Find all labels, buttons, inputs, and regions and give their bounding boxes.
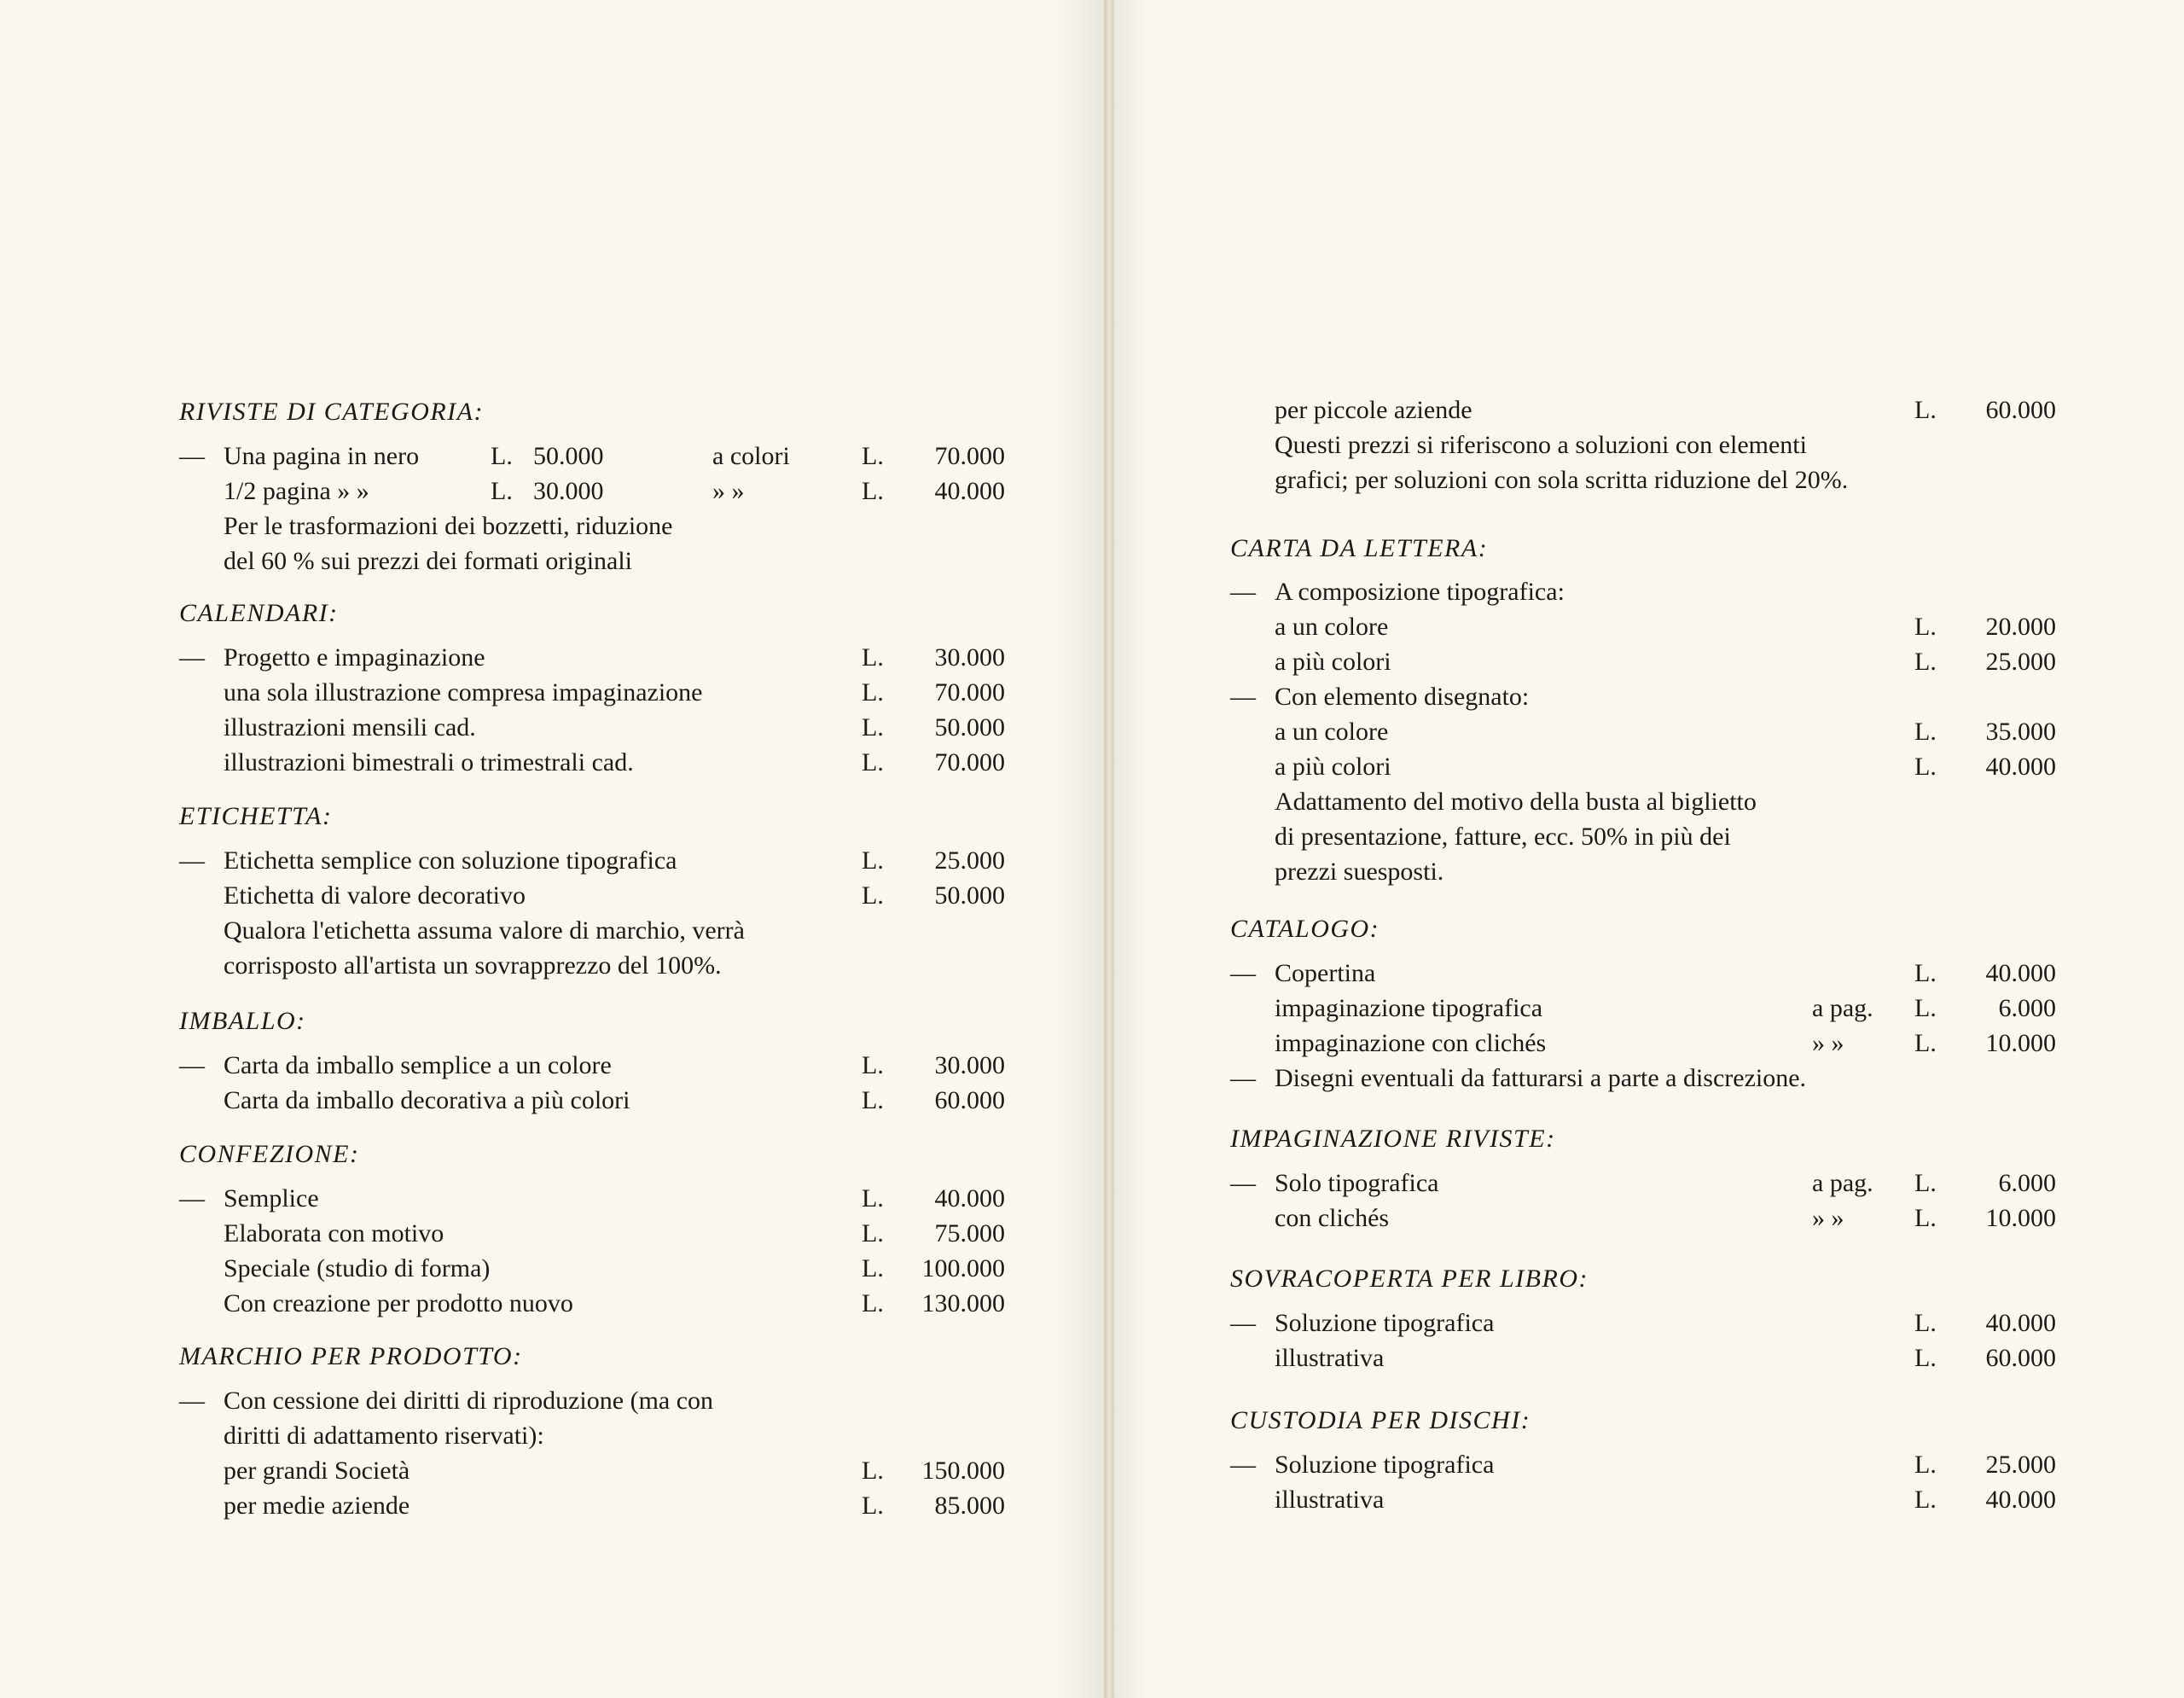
item-label: Speciale (studio di forma): [224, 1254, 491, 1282]
price-row: [179, 846, 1005, 881]
currency: L.: [862, 1219, 884, 1247]
note-line: grafici; per soluzioni con sola scritta riduzione del 20%.: [1275, 466, 1849, 494]
dash: —: [1230, 959, 1256, 987]
currency: L.: [862, 1457, 884, 1485]
amount: 25.000: [1985, 648, 2056, 676]
dash: —: [1230, 1451, 1256, 1479]
dash: —: [179, 643, 205, 672]
ditto-marks: » »: [1812, 1029, 1844, 1057]
section-heading: MARCHIO PER PRODOTTO:: [179, 1342, 523, 1370]
price-row: [179, 678, 1005, 713]
price-row: [1230, 1451, 2083, 1486]
amount: 130.000: [921, 1289, 1005, 1317]
item-label: impaginazione con clichés: [1275, 1029, 1547, 1057]
item-label: per piccole aziende: [1275, 396, 1472, 424]
item-label: a un colore: [1275, 718, 1389, 746]
page-shadow: [1053, 0, 1104, 1698]
item-label: Una pagina in nero: [224, 442, 420, 470]
item-label: A composizione tipografica:: [1275, 578, 1565, 606]
price-row: [1230, 753, 2083, 788]
item-label: a un colore: [1275, 613, 1389, 641]
amount: 50.000: [934, 881, 1005, 910]
amount: 50.000: [934, 713, 1005, 741]
amount: 30.000: [934, 1051, 1005, 1079]
dash: —: [179, 1387, 205, 1415]
note-line: corrisposto all'artista un sovrapprezzo del 100%.: [224, 951, 722, 980]
amount: 85.000: [934, 1492, 1005, 1520]
amount: 20.000: [1985, 613, 2056, 641]
item-label: Progetto e impaginazione: [224, 643, 485, 672]
item-label: Etichetta di valore decorativo: [224, 881, 526, 910]
price-row: [179, 1289, 1005, 1324]
item-label: impaginazione tipografica: [1275, 994, 1543, 1022]
section-heading: RIVISTE DI CATEGORIA:: [179, 398, 484, 426]
price-row: [1230, 1204, 2083, 1239]
section-heading: SOVRACOPERTA PER LIBRO:: [1230, 1265, 1589, 1293]
price-row: [179, 1457, 1005, 1492]
amount: 6.000: [1998, 1169, 2056, 1197]
amount: 6.000: [1998, 994, 2056, 1022]
item-label: Disegni eventuali da fatturarsi a parte a discrezione.: [1275, 1064, 1807, 1092]
amount: 75.000: [934, 1219, 1005, 1247]
currency: L.: [862, 748, 884, 776]
section-heading: IMBALLO:: [179, 1007, 306, 1035]
currency: L.: [1914, 648, 1937, 676]
section-heading: CALENDARI:: [179, 599, 339, 627]
currency: L.: [1914, 396, 1937, 424]
amount: 40.000: [1985, 1486, 2056, 1514]
currency: L.: [862, 846, 884, 875]
price-row: [1230, 648, 2083, 683]
currency: L.: [1914, 1204, 1937, 1232]
price-row: [1230, 959, 2083, 994]
note-line: Qualora l'etichetta assuma valore di marchio, verrà: [224, 916, 745, 945]
unit-label: a pag.: [1812, 1169, 1873, 1197]
amount: 50.000: [533, 442, 604, 470]
note-line: di presentazione, fatture, ecc. 50% in più dei: [1275, 823, 1731, 851]
dash: —: [1230, 1064, 1256, 1092]
amount: 60.000: [934, 1086, 1005, 1114]
item-label: Etichetta semplice con soluzione tipografica: [224, 846, 677, 875]
price-row: [179, 1219, 1005, 1254]
amount: 10.000: [1985, 1204, 2056, 1232]
currency: L.: [1914, 1169, 1937, 1197]
price-row: [1230, 396, 2083, 431]
price-row: [1230, 613, 2083, 648]
price-row: [179, 477, 1005, 512]
amount: 40.000: [1985, 959, 2056, 987]
right-page: [1114, 0, 2184, 1698]
amount: 40.000: [1985, 753, 2056, 781]
price-row: [179, 643, 1005, 678]
dash: —: [179, 1051, 205, 1079]
currency: L.: [862, 643, 884, 672]
amount: 30.000: [533, 477, 604, 505]
currency: L.: [862, 713, 884, 741]
ditto-marks: » »: [1812, 1204, 1844, 1232]
amount: 25.000: [1985, 1451, 2056, 1479]
currency: L.: [1914, 718, 1937, 746]
text-line: [1230, 1064, 2083, 1099]
dash: —: [1230, 1309, 1256, 1337]
ditto-marks: » »: [712, 477, 745, 505]
amount: 40.000: [934, 1184, 1005, 1212]
price-row: [1230, 994, 2083, 1029]
price-row: [1230, 1309, 2083, 1344]
currency: L.: [491, 442, 513, 470]
note-line: Questi prezzi si riferiscono a soluzioni con elementi: [1275, 431, 1807, 459]
currency: L.: [862, 1254, 884, 1282]
item-label: Soluzione tipografica: [1275, 1309, 1495, 1337]
amount: 150.000: [921, 1457, 1005, 1485]
price-row: [179, 1184, 1005, 1219]
dash: —: [1230, 578, 1256, 606]
currency: L.: [1914, 753, 1937, 781]
currency: L.: [862, 881, 884, 910]
dash: —: [1230, 1169, 1256, 1197]
item-label: 1/2 pagina » »: [224, 477, 369, 505]
currency: L.: [1914, 1029, 1937, 1057]
item-label: a più colori: [1275, 648, 1391, 676]
item-label: Copertina: [1275, 959, 1376, 987]
currency: L.: [862, 477, 884, 505]
price-row: [1230, 718, 2083, 753]
section-heading: ETICHETTA:: [179, 802, 333, 830]
price-row: [179, 748, 1005, 783]
item-label: Carta da imballo decorativa a più colori: [224, 1086, 630, 1114]
amount: 30.000: [934, 643, 1005, 672]
amount: 70.000: [934, 748, 1005, 776]
note-line: Per le trasformazioni dei bozzetti, riduzione: [224, 512, 673, 540]
item-label: illustrativa: [1275, 1486, 1385, 1514]
item-label: a più colori: [1275, 753, 1391, 781]
price-row: [179, 1254, 1005, 1289]
page-shadow: [1114, 0, 1148, 1698]
amount: 35.000: [1985, 718, 2056, 746]
currency: L.: [862, 1184, 884, 1212]
price-row: [1230, 1486, 2083, 1521]
currency: L.: [1914, 994, 1937, 1022]
currency: L.: [491, 477, 513, 505]
item-label: illustrativa: [1275, 1344, 1385, 1372]
amount: 10.000: [1985, 1029, 2056, 1057]
currency: L.: [862, 1492, 884, 1520]
amount: 60.000: [1985, 396, 2056, 424]
item-label: illustrazioni mensili cad.: [224, 713, 476, 741]
dash: —: [179, 1184, 205, 1212]
currency: L.: [862, 678, 884, 707]
amount: 40.000: [1985, 1309, 2056, 1337]
dash: —: [179, 442, 205, 470]
item-label: Con creazione per prodotto nuovo: [224, 1289, 573, 1317]
item-label: con clichés: [1275, 1204, 1390, 1232]
item-label: Elaborata con motivo: [224, 1219, 444, 1247]
currency: L.: [1914, 1451, 1937, 1479]
section-heading: CARTA DA LETTERA:: [1230, 534, 1489, 562]
currency: L.: [1914, 1486, 1937, 1514]
item-label: una sola illustrazione compresa impaginazione: [224, 678, 703, 707]
price-row: [179, 881, 1005, 916]
amount: 70.000: [934, 442, 1005, 470]
book-spine: [1104, 0, 1114, 1698]
variant-label: a colori: [712, 442, 790, 470]
text-line: [1230, 578, 2083, 613]
text-line: [1230, 683, 2083, 718]
currency: L.: [862, 1289, 884, 1317]
price-row: [1230, 1029, 2083, 1064]
amount: 25.000: [934, 846, 1005, 875]
price-row: [1230, 1169, 2083, 1204]
price-row: [179, 1492, 1005, 1526]
section-heading: CUSTODIA PER DISCHI:: [1230, 1406, 1531, 1434]
dash: —: [179, 846, 205, 875]
currency: L.: [1914, 1309, 1937, 1337]
text-line: [179, 1387, 998, 1422]
note-line: del 60 % sui prezzi dei formati originali: [224, 547, 633, 575]
currency: L.: [1914, 1344, 1937, 1372]
text-line: diritti di adattamento riservati):: [224, 1422, 544, 1450]
item-label: illustrazioni bimestrali o trimestrali cad.: [224, 748, 634, 776]
unit-label: a pag.: [1812, 994, 1873, 1022]
item-label: Soluzione tipografica: [1275, 1451, 1495, 1479]
currency: L.: [862, 1051, 884, 1079]
price-row: [1230, 1344, 2083, 1379]
price-row: [179, 1051, 1005, 1086]
currency: L.: [862, 442, 884, 470]
price-row: [179, 713, 1005, 748]
item-label: Semplice: [224, 1184, 319, 1212]
section-heading: CATALOGO:: [1230, 915, 1380, 943]
currency: L.: [862, 1086, 884, 1114]
dash: —: [1230, 683, 1256, 711]
item-label: per medie aziende: [224, 1492, 410, 1520]
amount: 60.000: [1985, 1344, 2056, 1372]
item-label: Con cessione dei diritti di riproduzione (ma con: [224, 1387, 714, 1415]
note-line: prezzi suesposti.: [1275, 858, 1444, 886]
amount: 40.000: [934, 477, 1005, 505]
currency: L.: [1914, 613, 1937, 641]
price-row: [179, 442, 1005, 477]
section-heading: CONFEZIONE:: [179, 1140, 360, 1168]
price-row: [179, 1086, 1005, 1121]
amount: 70.000: [934, 678, 1005, 707]
item-label: Carta da imballo semplice a un colore: [224, 1051, 612, 1079]
section-heading: IMPAGINAZIONE RIVISTE:: [1230, 1125, 1556, 1153]
note-line: Adattamento del motivo della busta al biglietto: [1275, 788, 1757, 816]
amount: 100.000: [921, 1254, 1005, 1282]
item-label: Con elemento disegnato:: [1275, 683, 1530, 711]
item-label: Solo tipografica: [1275, 1169, 1439, 1197]
item-label: per grandi Società: [224, 1457, 410, 1485]
currency: L.: [1914, 959, 1937, 987]
